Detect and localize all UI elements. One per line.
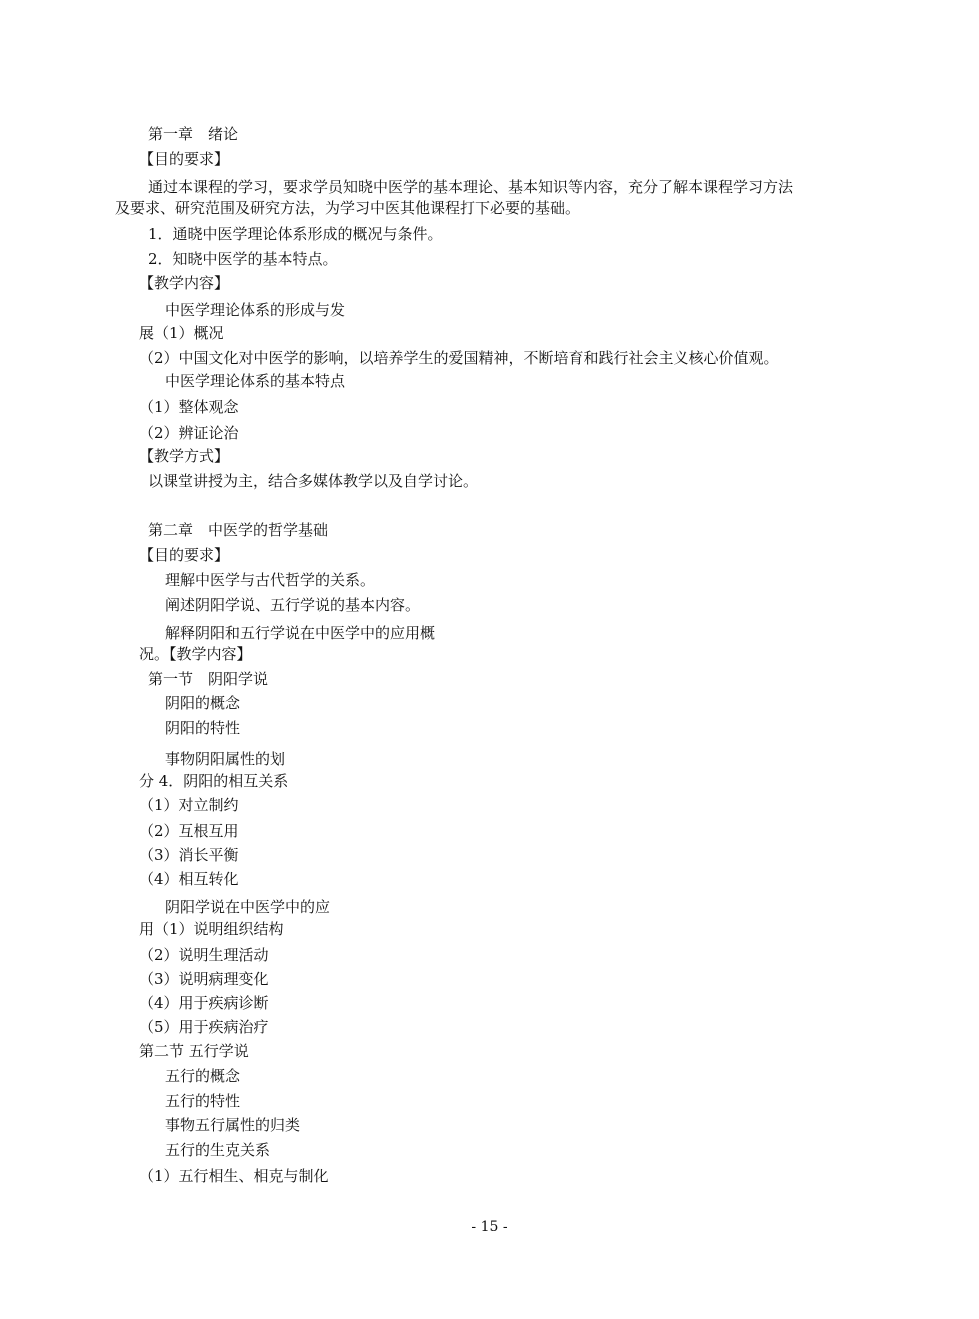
content-line: 事物阴阳属性的划 bbox=[165, 750, 286, 768]
content-line: 况。【教学内容】 bbox=[139, 645, 252, 663]
content-line: （3）消长平衡 bbox=[139, 846, 239, 864]
content-line: 事物五行属性的归类 bbox=[165, 1116, 301, 1134]
content-line: 以课堂讲授为主，结合多媒体教学以及自学讨论。 bbox=[148, 472, 479, 490]
section-title: 第一节 阴阳学说 bbox=[148, 670, 269, 688]
content-line: 阴阳的概念 bbox=[165, 694, 241, 712]
content-line: 阴阳学说在中医学中的应 bbox=[165, 898, 331, 916]
section-heading: 【目的要求】 bbox=[139, 546, 230, 564]
content-line: （1）整体观念 bbox=[139, 398, 239, 416]
content-line: 五行的生克关系 bbox=[165, 1141, 271, 1159]
list-item: 1．通晓中医学理论体系形成的概况与条件。 bbox=[148, 225, 443, 243]
section-heading: 【教学内容】 bbox=[139, 274, 230, 292]
chapter-1-heading: 第一章 绪论 bbox=[148, 125, 239, 143]
paragraph-line: 通过本课程的学习，要求学员知晓中医学的基本理论、基本知识等内容，充分了解本课程学习方法 bbox=[148, 178, 794, 196]
paragraph-line: 及要求、研究范围及研究方法，为学习中医其他课程打下必要的基础。 bbox=[115, 199, 581, 217]
content-line: （5）用于疾病治疗 bbox=[139, 1018, 269, 1036]
content-line: 阐述阴阳学说、五行学说的基本内容。 bbox=[165, 596, 421, 614]
content-line: 解释阴阳和五行学说在中医学中的应用概 bbox=[165, 624, 436, 642]
content-line: （4）相互转化 bbox=[139, 870, 239, 888]
chapter-2-heading: 第二章 中医学的哲学基础 bbox=[148, 521, 329, 539]
content-line: （2）中国文化对中医学的影响，以培养学生的爱国精神，不断培育和践行社会主义核心价值观。 bbox=[139, 349, 779, 367]
section-title: 第二节 五行学说 bbox=[139, 1042, 249, 1060]
content-line: （2）辨证论治 bbox=[139, 424, 239, 442]
content-line: 阴阳的特性 bbox=[165, 719, 241, 737]
content-line: 分 4．阴阳的相互关系 bbox=[139, 772, 289, 790]
content-line: （1）对立制约 bbox=[139, 796, 239, 814]
list-item: 2．知晓中医学的基本特点。 bbox=[148, 250, 338, 268]
content-line: （2）互根互用 bbox=[139, 822, 239, 840]
content-line: （1）五行相生、相克与制化 bbox=[139, 1167, 329, 1185]
content-line: 理解中医学与古代哲学的关系。 bbox=[165, 571, 376, 589]
content-line: 五行的特性 bbox=[165, 1092, 241, 1110]
page-number: - 15 - bbox=[471, 1219, 508, 1235]
content-line: 展（1）概况 bbox=[139, 324, 224, 342]
content-line: 用（1）说明组织结构 bbox=[139, 920, 284, 938]
content-line: 五行的概念 bbox=[165, 1067, 241, 1085]
content-line: 中医学理论体系的基本特点 bbox=[165, 372, 346, 390]
content-line: （3）说明病理变化 bbox=[139, 970, 269, 988]
content-line: （4）用于疾病诊断 bbox=[139, 994, 269, 1012]
section-heading: 【目的要求】 bbox=[139, 150, 230, 168]
content-line: 中医学理论体系的形成与发 bbox=[165, 301, 346, 319]
section-heading: 【教学方式】 bbox=[139, 447, 230, 465]
content-line: （2）说明生理活动 bbox=[139, 946, 269, 964]
